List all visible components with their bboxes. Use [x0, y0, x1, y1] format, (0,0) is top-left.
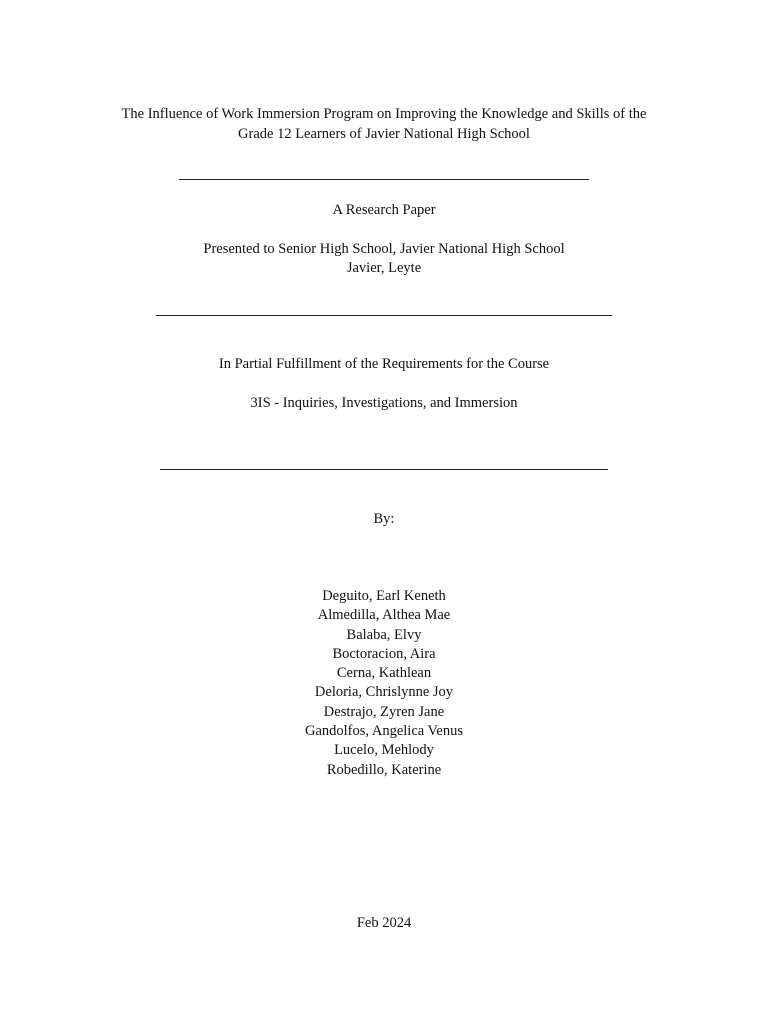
divider-rule-3	[160, 469, 608, 470]
author-name: Lucelo, Mehlody	[334, 742, 434, 759]
author-list	[0, 587, 768, 780]
author-name: Balaba, Elvy	[346, 626, 422, 643]
submission-date: Feb 2024	[356, 915, 412, 931]
author-name: Almedilla, Althea Mae	[317, 607, 451, 624]
course-name: 3IS - Inquiries, Investigations, and Immersion	[250, 395, 518, 411]
author-name: Gandolfos, Angelica Venus	[305, 723, 463, 740]
presented-to: Presented to Senior High School, Javier National High School	[203, 241, 565, 257]
author-name: Destrajo, Zyren Jane	[323, 703, 445, 720]
author-name: Deguito, Earl Keneth	[322, 588, 446, 604]
by-label: By:	[373, 511, 395, 527]
author-name: Deloria, Chrislynne Joy	[314, 684, 454, 701]
paper-type: A Research Paper	[332, 202, 436, 218]
location: Javier, Leyte	[346, 260, 422, 276]
title-line-2: Grade 12 Learners of Javier National High School	[238, 126, 530, 142]
divider-rule-2	[156, 315, 612, 316]
author-name: Boctoracion, Aira	[332, 645, 436, 662]
fulfillment-statement: In Partial Fulfillment of the Requirements for the Course	[218, 356, 550, 372]
title-line-1: The Influence of Work Immersion Program on Improving the Knowledge and Skills of the	[121, 106, 647, 122]
author-name: Cerna, Kathlean	[336, 665, 432, 682]
divider-rule-1	[179, 179, 589, 180]
author-name: Robedillo, Katerine	[326, 761, 442, 778]
